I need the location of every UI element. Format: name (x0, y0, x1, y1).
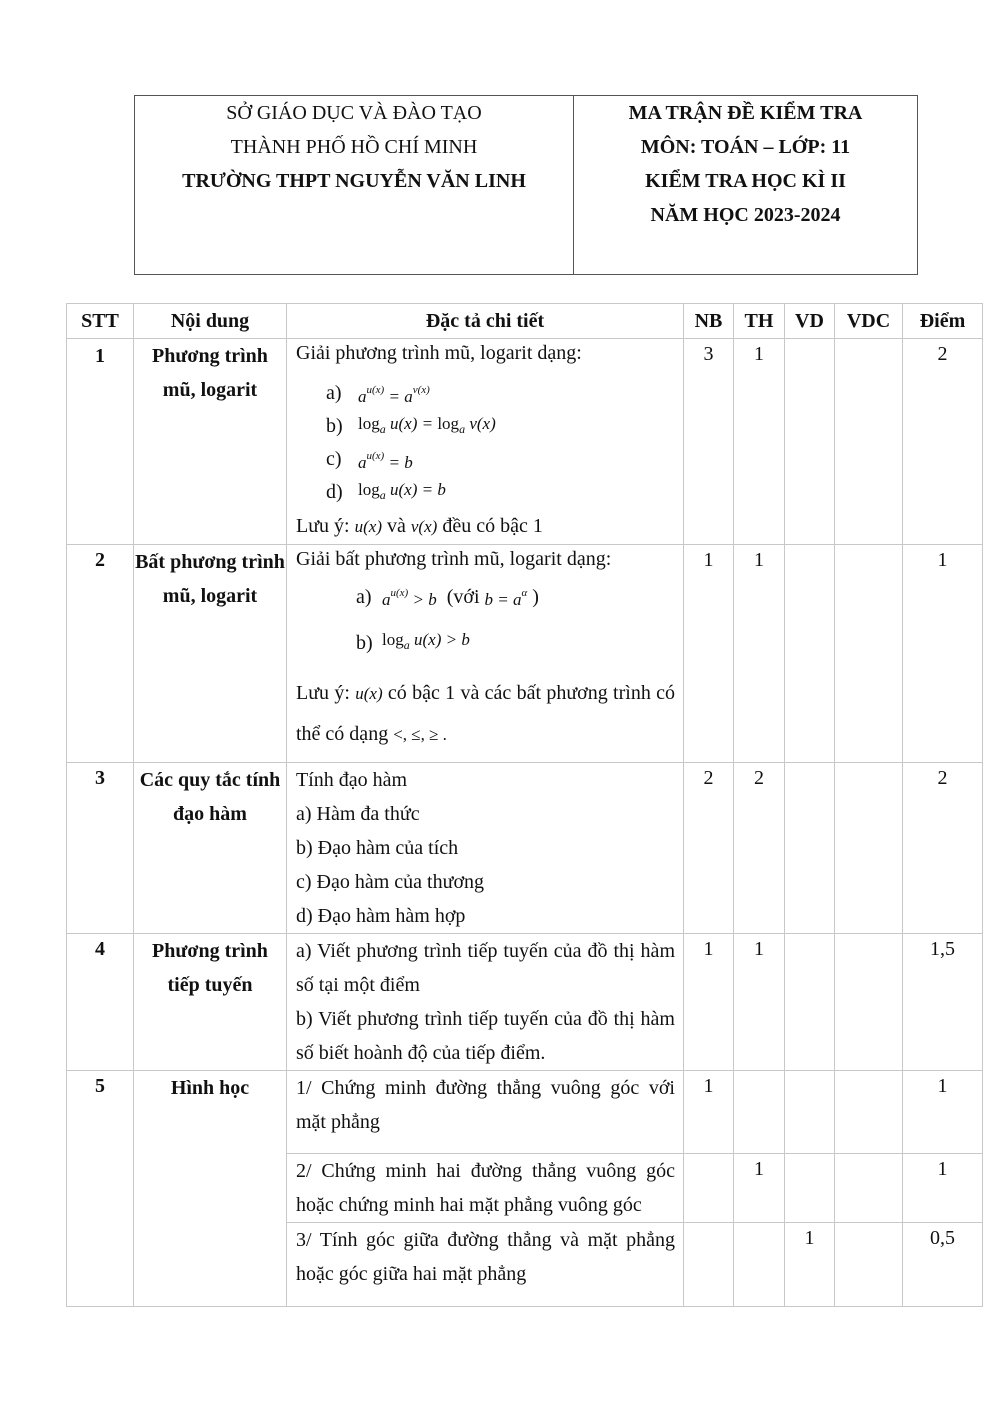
note-suffix: đều có bậc 1 (442, 515, 543, 537)
spec-line: a) Hàm đa thức (296, 803, 420, 825)
row-score: 0,5 (903, 1223, 983, 1307)
spec-intro: Giải phương trình mũ, logarit dạng: (296, 342, 582, 364)
row-th: 1 (734, 1154, 785, 1223)
department-name: SỞ GIÁO DỤC VÀ ĐÀO TẠO (226, 102, 482, 124)
school-year: NĂM HỌC 2023-2024 (650, 204, 841, 226)
spec-line: Tính đạo hàm (296, 769, 408, 791)
exam-info (574, 96, 917, 274)
table-row (67, 763, 983, 934)
spec-line: c) Đạo hàm của thương (296, 871, 485, 893)
row-nb: 1 (684, 934, 734, 1071)
row-content: Bất phương trình mũ, logarit (134, 545, 287, 763)
col-header-vd: VD (785, 304, 835, 339)
row-nb (684, 1223, 734, 1307)
school-info (135, 96, 574, 274)
table-row (67, 545, 983, 763)
col-header-th: TH (734, 304, 785, 339)
note-prefix: Lưu ý: (296, 682, 350, 704)
with-label: (với (446, 585, 480, 608)
row-spec: 1/ Chứng minh đường thẳng vuông góc với mặt phẳng (287, 1071, 684, 1154)
row-vd (785, 1071, 835, 1154)
item-label: a) (326, 382, 342, 404)
row-stt: 2 (67, 545, 134, 763)
row-th: 2 (734, 763, 785, 934)
note-prefix: Lưu ý: (296, 515, 350, 537)
item-label: c) (326, 448, 342, 470)
row-vd: 1 (785, 1223, 835, 1307)
row-score: 1,5 (903, 934, 983, 1071)
exam-matrix-table (66, 303, 983, 1307)
row-vdc (835, 934, 903, 1071)
formula-item (356, 620, 675, 665)
formula-cond: $b = a^\alpha$ (484, 587, 528, 609)
table-row (67, 934, 983, 1071)
formula-item: a) $a^{u(x)} > b$ (với $b = a^\alpha$ ) (356, 573, 675, 620)
row-vd (785, 763, 835, 934)
subject-grade: MÔN: TOÁN – LỚP: 11 (640, 136, 851, 158)
school-name: TRƯỜNG THPT NGUYỄN VĂN LINH (182, 170, 526, 192)
col-header-vdc: VDC (835, 304, 903, 339)
formula-b: $\log_a u(x) > b$ (382, 630, 470, 652)
table-header-row (67, 304, 983, 339)
formula-d: $\log_a u(x) = b$ (358, 480, 446, 502)
item-label: b) (326, 415, 343, 437)
formula-item (326, 377, 675, 410)
row-vdc (835, 763, 903, 934)
row-spec (287, 339, 684, 545)
row-spec: 2/ Chứng minh hai đường thẳng vuông góc hoặc chứng minh hai mặt phẳng vuông góc (287, 1154, 684, 1223)
row-stt: 4 (67, 934, 134, 1071)
table-row (67, 1071, 983, 1154)
row-spec (287, 545, 684, 763)
row-content: Phương trình tiếp tuyến (134, 934, 287, 1071)
row-spec (287, 934, 684, 1071)
spec-line: a) Viết phương trình tiếp tuyến của đồ thị hàm số tại một điểm (296, 940, 675, 996)
row-vd (785, 339, 835, 545)
row-nb (684, 1154, 734, 1223)
spec-line: b) Viết phương trình tiếp tuyến của đồ thị hàm số biết hoành độ của tiếp điểm. (296, 1008, 675, 1064)
col-header-spec: Đặc tả chi tiết (287, 304, 684, 339)
row-th: 1 (734, 545, 785, 763)
row-nb: 3 (684, 339, 734, 545)
row-vd (785, 545, 835, 763)
col-header-nb: NB (684, 304, 734, 339)
row-vdc (835, 1071, 903, 1154)
spec-note: Lưu ý: u(x) có bậc 1 và các bất phương trình có thể có dạng <, ≤, ≥ . (296, 682, 676, 745)
item-label: d) (326, 481, 343, 503)
row-content: Các quy tắc tính đạo hàm (134, 763, 287, 934)
spec-note: Lưu ý: u(x) và v(x) đều có bậc 1 (296, 515, 543, 537)
row-nb: 1 (684, 545, 734, 763)
row-score: 1 (903, 1071, 983, 1154)
row-vdc (835, 1154, 903, 1223)
formula-item (326, 443, 675, 476)
table-row (67, 339, 983, 545)
row-vd (785, 1154, 835, 1223)
exam-term: KIỂM TRA HỌC KÌ II (645, 170, 846, 192)
formula-b: $\log_a u(x) = \log_a v(x)$ (358, 414, 496, 436)
document-header (134, 95, 918, 275)
row-th: 1 (734, 934, 785, 1071)
row-score: 1 (903, 1154, 983, 1223)
col-header-stt: STT (67, 304, 134, 339)
row-content: Hình học (134, 1071, 287, 1307)
row-vdc (835, 1223, 903, 1307)
row-vd (785, 934, 835, 1071)
formula-item (326, 410, 675, 443)
row-th: 1 (734, 339, 785, 545)
row-content: Phương trình mũ, logarit (134, 339, 287, 545)
row-stt: 1 (67, 339, 134, 545)
row-spec (287, 763, 684, 934)
row-stt: 3 (67, 763, 134, 934)
spec-line: d) Đạo hàm hàm hợp (296, 905, 466, 927)
doc-title: MA TRẬN ĐỀ KIỂM TRA (628, 102, 863, 124)
row-nb: 2 (684, 763, 734, 934)
formula-a: $a^{u(x)} = a^{v(x)}$ (358, 384, 430, 406)
row-spec: 3/ Tính góc giữa đường thẳng và mặt phẳng hoặc góc giữa hai mặt phẳng (287, 1223, 684, 1307)
row-score: 2 (903, 763, 983, 934)
col-header-content: Nội dung (134, 304, 287, 339)
row-vdc (835, 545, 903, 763)
item-label: a) (356, 585, 372, 608)
formula-list (296, 573, 675, 665)
spec-intro: Giải bất phương trình mũ, logarit dạng: (296, 548, 612, 570)
row-vdc (835, 339, 903, 545)
formula-c: $a^{u(x)} = b$ (358, 450, 413, 472)
row-stt: 5 (67, 1071, 134, 1307)
row-score: 1 (903, 545, 983, 763)
formula-list (296, 377, 675, 509)
row-th (734, 1071, 785, 1154)
spec-line: b) Đạo hàm của tích (296, 837, 459, 859)
row-score: 2 (903, 339, 983, 545)
col-header-score: Điểm (903, 304, 983, 339)
row-nb: 1 (684, 1071, 734, 1154)
formula-a: $a^{u(x)} > b$ (382, 587, 437, 609)
row-th (734, 1223, 785, 1307)
item-label: b) (356, 631, 373, 654)
city-name: THÀNH PHỐ HỒ CHÍ MINH (230, 136, 478, 158)
note-and: và (387, 515, 406, 537)
formula-item (326, 476, 675, 509)
note-suffix: có bậc 1 và các bất phương trình có thể có dạng (296, 682, 676, 745)
